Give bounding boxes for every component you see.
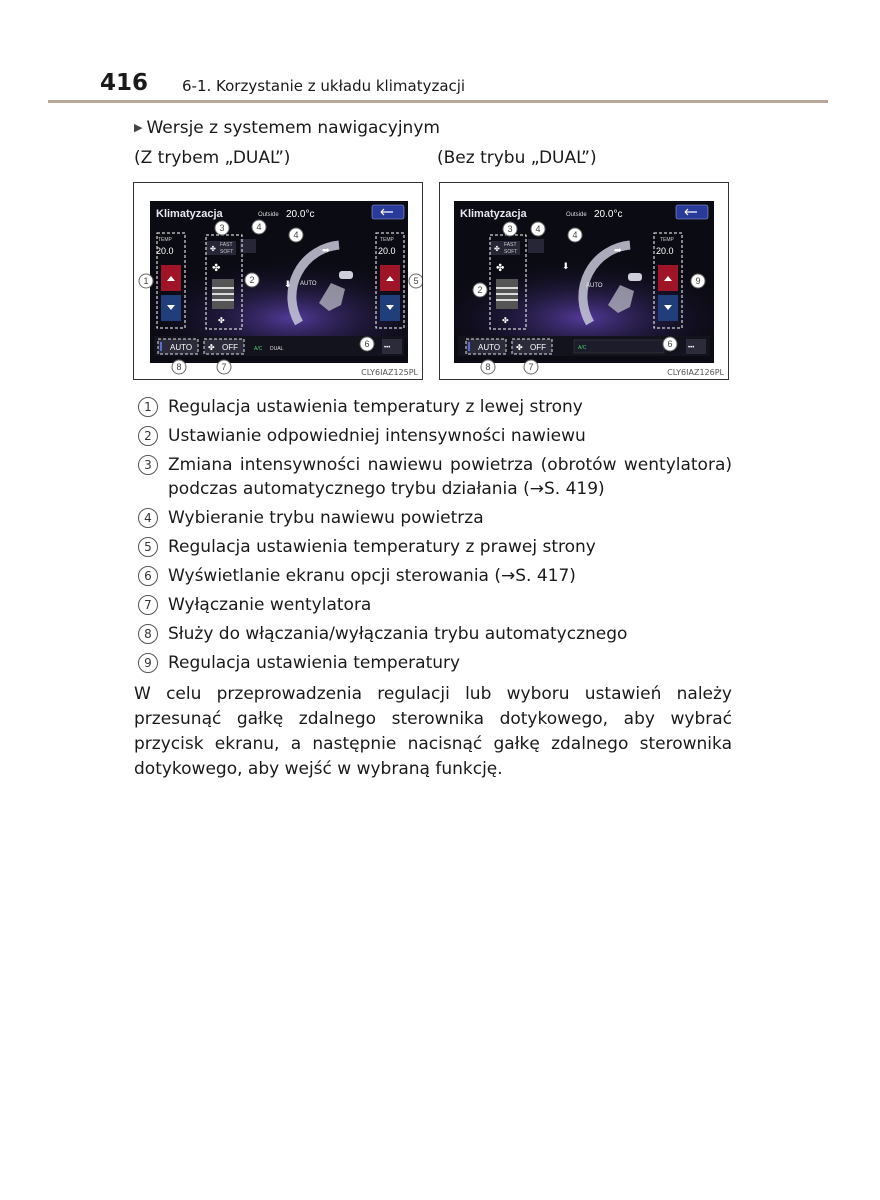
arrow-down-left-icon: ⬇ (284, 279, 292, 289)
soft-label: SOFT (504, 249, 518, 255)
item-number: 8 (138, 624, 158, 644)
off-button-label: OFF (530, 343, 546, 352)
list-item (138, 564, 732, 588)
outside-temp: 20.0°c (286, 209, 315, 220)
image-code: CLY6IAZ126PL (667, 368, 724, 377)
item-number: 3 (138, 455, 158, 475)
fan-off-button[interactable] (204, 339, 244, 354)
item-text: Ustawianie odpowiedniej intensywności nawiewu (168, 426, 586, 446)
callout-3: 3 (219, 223, 225, 233)
screen-title: Klimatyzacja (460, 208, 527, 220)
fan-icon: ✤ (496, 263, 505, 274)
list-item (138, 593, 732, 617)
more-icon: ••• (384, 345, 391, 351)
list-item (138, 453, 732, 501)
instruction-paragraph: W celu przeprowadzenia regulacji lub wyboru ustawień należy przesunąć gałkę zdalnego sterownika dotykowego, aby wybrać przycisk ekranu, a następnie nacisnąć gałkę zdalnego sterownika dotykowego, aby wejść w wybraną funkcję. (134, 684, 732, 779)
auto-button[interactable] (158, 339, 198, 354)
auto-center-label: AUTO (586, 283, 603, 289)
soft-label: SOFT (220, 249, 234, 255)
item-text: Regulacja ustawienia temperatury z lewej strony (168, 397, 583, 417)
callout-6: 6 (667, 339, 673, 349)
ac-indicator[interactable]: A/C (578, 345, 587, 351)
back-button[interactable] (676, 205, 708, 219)
arrow-right-icon: ➡ (322, 245, 330, 255)
item-text: Regulacja ustawienia temperatury (168, 653, 461, 673)
outside-label: Outside (566, 212, 587, 218)
list-item (138, 535, 732, 559)
callout-2: 2 (477, 285, 483, 295)
triangle-bullet-icon: ▶ (134, 121, 143, 134)
temp-left-value: 20.0 (156, 246, 174, 256)
item-text: Wyświetlanie ekranu opcji sterowania (→S. 417) (168, 566, 576, 586)
item-number: 9 (138, 653, 158, 673)
fast-label: FAST (504, 242, 517, 248)
item-text: Wyłączanie wentylatora (168, 595, 372, 615)
fan-small-icon: ✤ (494, 246, 500, 253)
list-item (138, 506, 732, 530)
callout-8: 8 (176, 362, 182, 372)
callout-7: 7 (221, 362, 227, 372)
off-button-label: OFF (222, 343, 238, 352)
section-title: 6-1. Korzystanie z układu klimatyzacji (182, 77, 466, 95)
callout-4b: 4 (293, 230, 299, 240)
arrow-down-left-icon: ⬇ (562, 261, 570, 271)
callout-3: 3 (507, 224, 513, 234)
screenshot-no-dual (439, 182, 729, 380)
headrest-icon (339, 271, 353, 279)
callout-4: 4 (535, 224, 541, 234)
list-item (138, 424, 732, 448)
page-header (48, 62, 828, 102)
item-number: 5 (138, 537, 158, 557)
outside-label: Outside (258, 212, 279, 218)
headrest-icon (628, 273, 642, 281)
temp-right-value: 20.0 (378, 246, 396, 256)
item-number: 6 (138, 566, 158, 586)
item-text: Wybieranie trybu nawiewu powietrza (168, 508, 484, 528)
list-item (138, 651, 732, 675)
options-button[interactable] (686, 339, 706, 354)
callout-legend (138, 395, 732, 680)
temp-label: TEMP (660, 237, 674, 243)
temp-value: 20.0 (656, 246, 674, 256)
item-text: Służy do włączania/wyłączania trybu automatycznego (168, 624, 628, 644)
fan-low-icon: ✤ (218, 316, 225, 325)
arrow-right-icon: ➡ (614, 245, 622, 255)
page-number: 416 (100, 70, 149, 96)
outside-temp: 20.0°c (594, 209, 623, 220)
callout-5: 5 (413, 276, 419, 286)
callout-9: 9 (695, 276, 701, 286)
airflow-mode-button[interactable] (528, 239, 544, 253)
fan-off-button[interactable] (512, 339, 552, 354)
fan-off-icon: ✤ (516, 343, 523, 352)
item-number: 7 (138, 595, 158, 615)
callout-2: 2 (249, 275, 255, 285)
item-text: Zmiana intensywności nawiewu powietrza (obrotów wentylatora) podczas automatycznego trybu działania (→S. 419) (168, 455, 732, 499)
fan-off-icon: ✤ (208, 343, 215, 352)
list-item (138, 622, 732, 646)
options-button[interactable] (382, 339, 402, 354)
item-number: 2 (138, 426, 158, 446)
callout-7: 7 (528, 362, 534, 372)
auto-button[interactable] (466, 339, 506, 354)
intro-line (134, 118, 440, 138)
back-button[interactable] (372, 205, 404, 219)
intro-text: Wersje z systemem nawigacyjnym (146, 118, 440, 138)
auto-button-label: AUTO (478, 343, 501, 352)
more-icon: ••• (688, 345, 695, 351)
fast-label: FAST (220, 242, 233, 248)
dual-indicator[interactable]: DUAL (270, 346, 284, 352)
fan-low-icon: ✤ (502, 316, 509, 325)
callout-4b: 4 (572, 230, 578, 240)
image-code: CLY6IAZ125PL (361, 368, 418, 377)
fan-icon: ✤ (212, 263, 221, 274)
auto-center-label: AUTO (300, 281, 317, 287)
caption-no-dual: (Bez trybu „DUAL”) (437, 148, 597, 168)
fan-small-icon: ✤ (210, 246, 216, 253)
callout-1: 1 (143, 276, 149, 286)
caption-dual: (Z trybem „DUAL”) (134, 148, 291, 168)
auto-button-label: AUTO (170, 343, 193, 352)
callout-6: 6 (364, 339, 370, 349)
list-item (138, 395, 732, 419)
screen-title: Klimatyzacja (156, 208, 223, 220)
item-text: Regulacja ustawienia temperatury z prawej strony (168, 537, 596, 557)
item-number: 4 (138, 508, 158, 528)
item-number: 1 (138, 397, 158, 417)
screenshot-dual (133, 182, 423, 380)
ac-indicator[interactable]: A/C (254, 346, 263, 352)
callout-8: 8 (485, 362, 491, 372)
temp-label-right: TEMP (380, 237, 394, 243)
temp-label: TEMP (158, 237, 172, 243)
header-divider (48, 100, 828, 103)
callout-4: 4 (256, 222, 262, 232)
